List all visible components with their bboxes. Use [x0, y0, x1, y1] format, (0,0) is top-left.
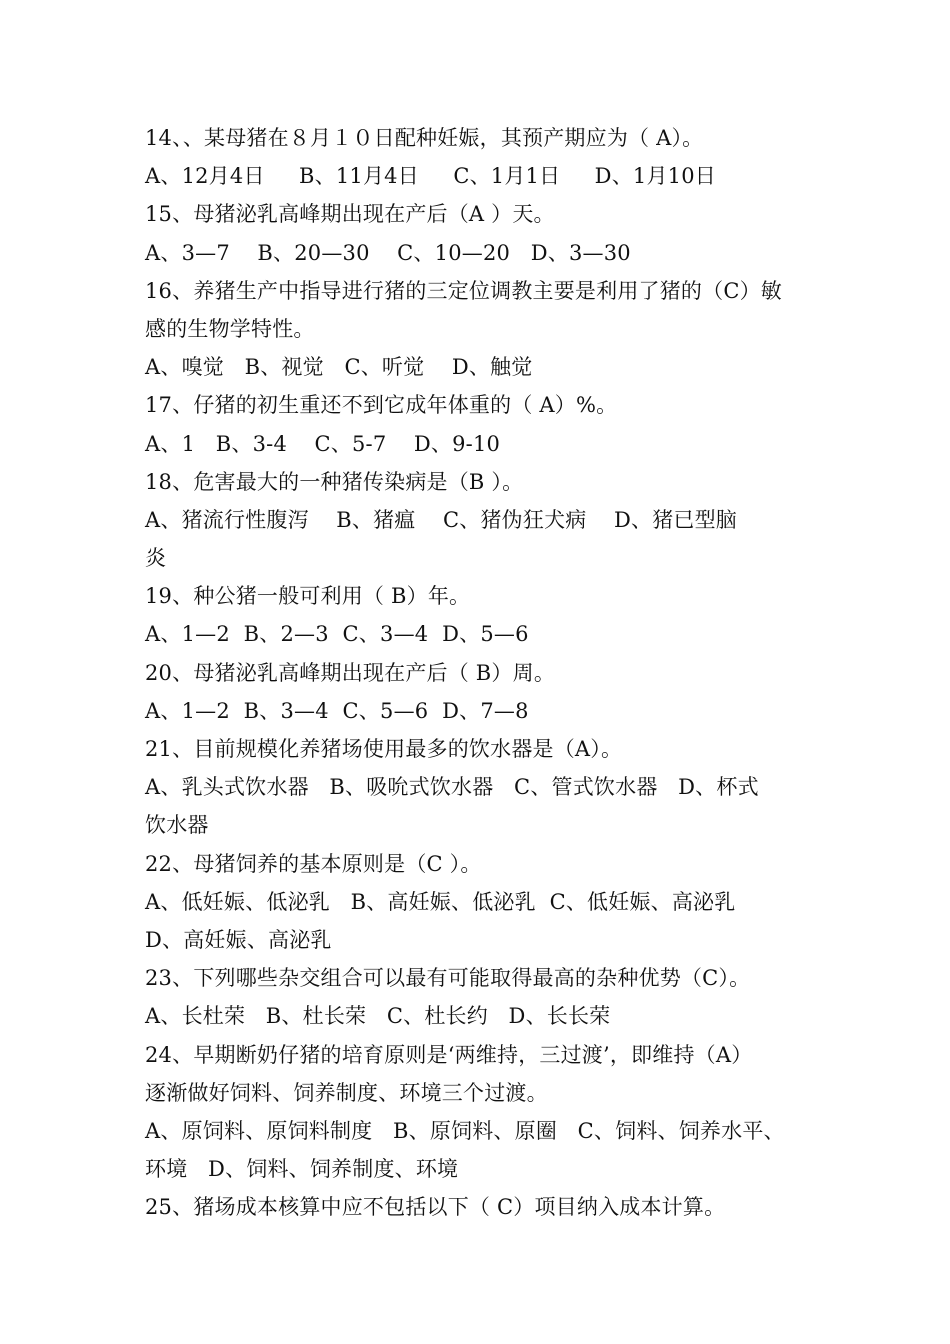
question-21-options-continued: 饮水器: [145, 813, 209, 838]
question-22-options-continued: D、高妊娠、高泌乳: [145, 927, 332, 952]
question-22-options: A、低妊娠、低泌乳 B、高妊娠、低泌乳 C、低妊娠、高泌乳: [145, 889, 736, 914]
question-18-options: A、猪流行性腹泻 B、猪瘟 C、猪伪狂犬病 D、猪已型脑: [145, 507, 738, 532]
question-14: 14、、某母猪在８月１０日配种妊娠，其预产期应为（ A）。: [145, 126, 704, 150]
question-16-options: A、嗅觉 B、视觉 C、听觉 D、触觉: [145, 355, 533, 380]
question-20: 20、母猪泌乳高峰期出现在产后（ B）周。: [145, 660, 556, 685]
question-19: 19、种公猪一般可利用（ B）年。: [145, 584, 471, 609]
question-17: 17、仔猪的初生重还不到它成年体重的（ A）%。: [145, 393, 618, 418]
question-24-options-continued: 环境 D、饲料、饲养制度、环境: [145, 1157, 459, 1182]
question-15-options: A、3—7 B、20—30 C、10—20 D、3—30: [145, 240, 631, 265]
question-19-options: A、1—2 B、2—3 C、3—4 D、5—6: [145, 622, 529, 647]
question-21-options: A、乳头式饮水器 B、吸吮式饮水器 C、管式饮水器 D、杯式: [145, 775, 759, 800]
question-15: 15、母猪泌乳高峰期出现在产后（A ）天。: [145, 202, 555, 227]
question-18-options-continued: 炎: [145, 546, 167, 571]
question-23-options: A、长杜荣 B、杜长荣 C、杜长约 D、长长荣: [145, 1004, 611, 1029]
question-24-options: A、原饲料、原饲料制度 B、原饲料、原圈 C、饲料、饲养水平、: [145, 1118, 785, 1143]
question-17-options: A、1 B、3-4 C、5-7 D、9-10: [145, 431, 501, 456]
question-24-continued: 逐渐做好饲料、饲养制度、环境三个过渡。: [145, 1080, 548, 1105]
question-24: 24、早期断奶仔猪的培育原则是‘两维持，三过渡’，即维持（A）: [145, 1042, 753, 1067]
question-16: 16、养猪生产中指导进行猪的三定位调教主要是利用了猪的（C）敏: [145, 278, 782, 303]
question-20-options: A、1—2 B、3—4 C、5—6 D、7—8: [145, 698, 529, 723]
question-23: 23、下列哪些杂交组合可以最有可能取得最高的杂种优势（C）。: [145, 966, 751, 991]
question-18: 18、危害最大的一种猪传染病是（B ）。: [145, 469, 524, 494]
question-25: 25、猪场成本核算中应不包括以下（ C）项目纳入成本计算。: [145, 1195, 726, 1220]
question-16-continued: 感的生物学特性。: [145, 316, 315, 341]
question-14-options: A、12月4日 B、11月4日 C、1月1日 D、1月10日: [145, 164, 716, 189]
question-text-body: [145, 119, 825, 1226]
question-21: 21、目前规模化养猪场使用最多的饮水器是（A）。: [145, 737, 623, 761]
question-22: 22、母猪饲养的基本原则是（C ）。: [145, 851, 482, 876]
